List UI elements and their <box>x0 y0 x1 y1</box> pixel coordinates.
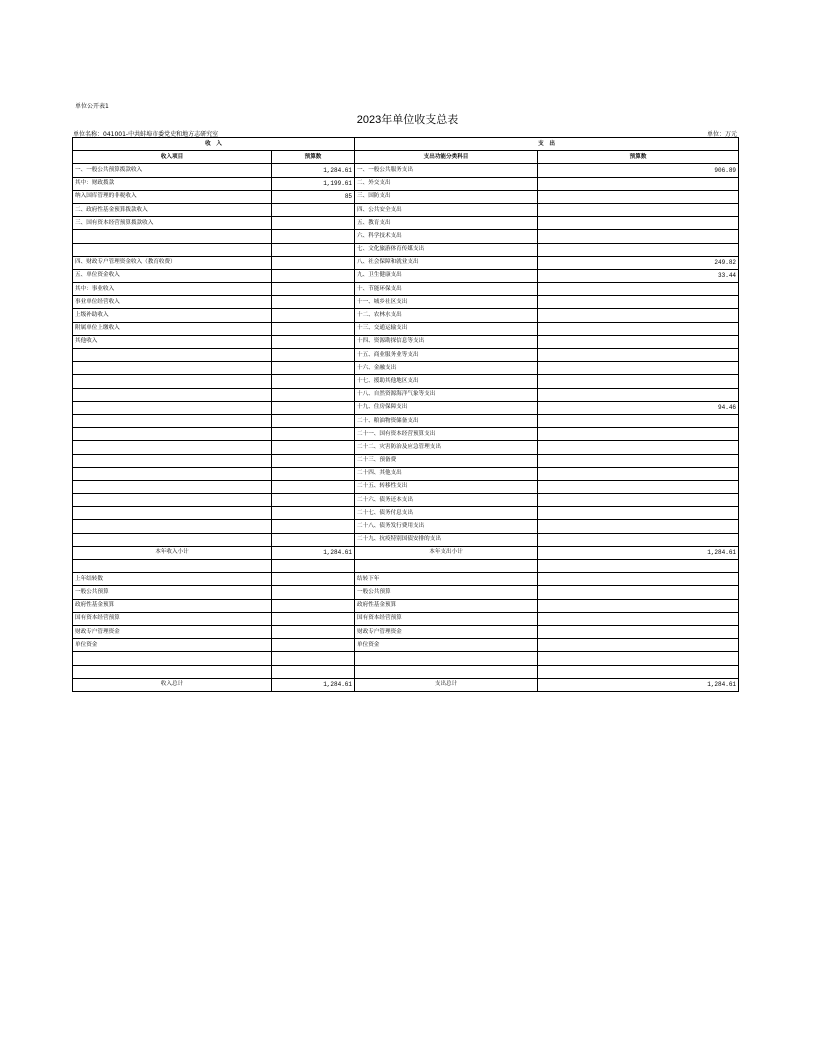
table-row <box>73 533 739 546</box>
expense-item-cell: 三、国防支出 <box>355 190 538 203</box>
income-amount-cell <box>272 586 355 599</box>
expense-item-cell: 十一、城乡社区支出 <box>355 296 538 309</box>
blank-cell <box>355 560 538 573</box>
income-amount-cell <box>272 533 355 546</box>
blank-cell <box>73 665 272 678</box>
income-item-cell: 其他收入 <box>73 335 272 348</box>
income-item-cell <box>73 480 272 493</box>
income-amount-cell <box>272 309 355 322</box>
table-row <box>73 269 739 282</box>
expense-section-header: 支 出 <box>355 138 739 151</box>
expense-item-cell: 二十七、债务付息支出 <box>355 507 538 520</box>
expense-item-cell: 二十二、灾害防治及应急管理支出 <box>355 441 538 454</box>
income-amount-header: 预算数 <box>272 151 355 164</box>
income-item-cell <box>73 467 272 480</box>
expense-amount-cell <box>538 480 739 493</box>
income-amount-cell <box>272 217 355 230</box>
income-amount-cell <box>272 428 355 441</box>
expense-item-cell: 十六、金融支出 <box>355 362 538 375</box>
income-item-header: 收入项目 <box>73 151 272 164</box>
expense-amount-cell <box>538 494 739 507</box>
expense-amount-cell <box>538 428 739 441</box>
income-item-cell: 五、单位资金收入 <box>73 269 272 282</box>
expense-amount-cell <box>538 203 739 216</box>
table-row <box>73 230 739 243</box>
expense-amount-cell <box>538 309 739 322</box>
expense-item-cell: 一般公共预算 <box>355 586 538 599</box>
carryover-row <box>73 639 739 652</box>
table-row <box>73 388 739 401</box>
income-item-cell: 本年收入小计 <box>73 546 272 559</box>
income-item-cell <box>73 454 272 467</box>
expense-item-cell: 二十六、债务还本支出 <box>355 494 538 507</box>
expense-item-cell: 十四、资源勘探信息等支出 <box>355 335 538 348</box>
expense-item-cell: 一、一般公共服务支出 <box>355 164 538 177</box>
table-row <box>73 428 739 441</box>
expense-amount-cell <box>538 296 739 309</box>
income-item-cell: 四、财政专户管理资金收入（教育收费） <box>73 256 272 269</box>
expense-amount-cell: 1,284.61 <box>538 546 739 559</box>
income-item-cell: 单位资金 <box>73 639 272 652</box>
expense-item-cell: 二十三、预备费 <box>355 454 538 467</box>
expense-amount-cell <box>538 375 739 388</box>
income-item-cell: 其中：事业收入 <box>73 283 272 296</box>
expense-item-cell: 十三、交通运输支出 <box>355 322 538 335</box>
table-row <box>73 309 739 322</box>
table-row <box>73 243 739 256</box>
expense-amount-header: 预算数 <box>538 151 739 164</box>
expense-amount-cell: 249.82 <box>538 256 739 269</box>
table-row <box>73 322 739 335</box>
expense-amount-cell <box>538 217 739 230</box>
table-row <box>73 164 739 177</box>
blank-cell <box>272 665 355 678</box>
expense-item-cell: 国有资本经营预算 <box>355 612 538 625</box>
expense-amount-cell <box>538 599 739 612</box>
expense-amount-cell <box>538 283 739 296</box>
carryover-row <box>73 599 739 612</box>
expense-item-cell: 二十四、其他支出 <box>355 467 538 480</box>
income-item-cell <box>73 230 272 243</box>
expense-amount-cell <box>538 230 739 243</box>
carryover-row <box>73 625 739 638</box>
blank-cell <box>538 665 739 678</box>
income-amount-cell: 1,284.61 <box>272 164 355 177</box>
income-item-cell: 附属单位上缴收入 <box>73 322 272 335</box>
expense-amount-cell <box>538 639 739 652</box>
income-item-cell: 纳入国库管理的非税收入 <box>73 190 272 203</box>
income-amount-cell <box>272 480 355 493</box>
income-item-cell <box>73 375 272 388</box>
section-header-row <box>73 138 739 151</box>
expense-item-cell: 七、文化旅游体育传媒支出 <box>355 243 538 256</box>
expense-item-cell: 二十、粮油物资储备支出 <box>355 414 538 427</box>
income-item-cell <box>73 401 272 414</box>
income-item-cell: 财政专户管理资金 <box>73 625 272 638</box>
table-row <box>73 375 739 388</box>
grand-total-row <box>73 678 739 691</box>
expense-item-cell: 十二、农林水支出 <box>355 309 538 322</box>
expense-amount-cell <box>538 520 739 533</box>
income-item-cell <box>73 494 272 507</box>
expense-item-cell: 四、公共安全支出 <box>355 203 538 216</box>
income-amount-cell <box>272 573 355 586</box>
income-item-cell: 国有资本经营预算 <box>73 612 272 625</box>
income-amount-cell <box>272 322 355 335</box>
table-row <box>73 296 739 309</box>
expense-item-cell: 政府性基金预算 <box>355 599 538 612</box>
blank-cell <box>272 652 355 665</box>
income-item-cell: 三、国有资本经营预算拨款收入 <box>73 217 272 230</box>
blank-cell <box>272 560 355 573</box>
income-amount-cell <box>272 243 355 256</box>
expense-item-cell: 五、教育支出 <box>355 217 538 230</box>
expense-item-cell: 二、外交支出 <box>355 177 538 190</box>
income-item-cell <box>73 388 272 401</box>
income-item-cell: 政府性基金预算 <box>73 599 272 612</box>
income-amount-cell <box>272 414 355 427</box>
blank-cell <box>73 560 272 573</box>
blank-cell <box>73 652 272 665</box>
income-amount-cell <box>272 203 355 216</box>
expense-amount-cell <box>538 190 739 203</box>
income-amount-cell <box>272 441 355 454</box>
currency-unit-label: 单位：万元 <box>706 131 737 138</box>
table-row <box>73 349 739 362</box>
expense-item-cell: 十五、商业服务业等支出 <box>355 349 538 362</box>
income-amount-cell <box>272 375 355 388</box>
income-item-cell <box>73 520 272 533</box>
table-row <box>73 480 739 493</box>
expense-item-header: 支出功能分类科目 <box>355 151 538 164</box>
carryover-row <box>73 586 739 599</box>
income-item-cell: 其中：财政拨款 <box>73 177 272 190</box>
income-amount-cell <box>272 639 355 652</box>
expense-amount-cell: 94.46 <box>538 401 739 414</box>
expense-amount-cell <box>538 467 739 480</box>
income-amount-cell <box>272 256 355 269</box>
income-amount-cell <box>272 269 355 282</box>
expense-item-cell: 十七、援助其他地区支出 <box>355 375 538 388</box>
income-amount-cell <box>272 230 355 243</box>
income-item-cell: 上级补助收入 <box>73 309 272 322</box>
income-amount-cell <box>272 283 355 296</box>
table-row <box>73 507 739 520</box>
expense-item-cell: 单位资金 <box>355 639 538 652</box>
income-amount-cell <box>272 388 355 401</box>
expense-item-cell: 二十九、抗疫特别国债安排的支出 <box>355 533 538 546</box>
expense-amount-cell <box>538 243 739 256</box>
income-amount-cell <box>272 599 355 612</box>
expense-item-cell: 六、科学技术支出 <box>355 230 538 243</box>
blank-row <box>73 665 739 678</box>
table-row <box>73 362 739 375</box>
table-row <box>73 203 739 216</box>
income-item-cell <box>73 428 272 441</box>
expense-item-cell: 财政专户管理资金 <box>355 625 538 638</box>
expense-item-cell: 本年支出小计 <box>355 546 538 559</box>
blank-cell <box>355 652 538 665</box>
subtotal-row <box>73 546 739 559</box>
table-row <box>73 401 739 414</box>
income-amount-cell: 1,199.61 <box>272 177 355 190</box>
expense-amount-cell: 1,284.61 <box>538 678 739 691</box>
income-amount-cell <box>272 507 355 520</box>
expense-amount-cell <box>538 625 739 638</box>
expense-item-cell: 十九、住房保障支出 <box>355 401 538 414</box>
unit-name: 单位名称：041001-中共蚌埠市委党史和地方志研究室 <box>73 131 219 138</box>
table-row <box>73 467 739 480</box>
blank-cell <box>538 652 739 665</box>
expense-item-cell: 九、卫生健康支出 <box>355 269 538 282</box>
income-item-cell: 一、一般公共预算拨款收入 <box>73 164 272 177</box>
carryover-row <box>73 612 739 625</box>
expense-amount-cell <box>538 349 739 362</box>
budget-summary-table <box>72 137 739 692</box>
blank-row <box>73 560 739 573</box>
income-item-cell <box>73 441 272 454</box>
expense-item-cell: 支出总计 <box>355 678 538 691</box>
income-amount-cell <box>272 401 355 414</box>
expense-amount-cell: 33.44 <box>538 269 739 282</box>
income-item-cell: 上年结转数 <box>73 573 272 586</box>
table-row <box>73 190 739 203</box>
income-amount-cell: 1,284.61 <box>272 678 355 691</box>
table-row <box>73 283 739 296</box>
expense-amount-cell <box>538 388 739 401</box>
expense-amount-cell <box>538 533 739 546</box>
income-amount-cell <box>272 612 355 625</box>
page-title: 2023年单位收支总表 <box>356 114 459 126</box>
income-amount-cell <box>272 335 355 348</box>
income-amount-cell <box>272 362 355 375</box>
expense-amount-cell <box>538 362 739 375</box>
expense-amount-cell <box>538 507 739 520</box>
expense-item-cell: 十、节能环保支出 <box>355 283 538 296</box>
blank-row <box>73 652 739 665</box>
income-amount-cell: 1,284.61 <box>272 546 355 559</box>
table-row <box>73 414 739 427</box>
income-section-header: 收 入 <box>73 138 355 151</box>
expense-item-cell: 结转下年 <box>355 573 538 586</box>
income-item-cell: 收入总计 <box>73 678 272 691</box>
expense-amount-cell <box>538 177 739 190</box>
column-header-row <box>73 151 739 164</box>
blank-cell <box>538 560 739 573</box>
table-row <box>73 494 739 507</box>
form-code: 单位公开表1 <box>75 103 109 110</box>
expense-item-cell: 二十五、转移性支出 <box>355 480 538 493</box>
carryover-row <box>73 573 739 586</box>
income-item-cell <box>73 362 272 375</box>
table-row <box>73 335 739 348</box>
expense-item-cell: 二十一、国有资本经营预算支出 <box>355 428 538 441</box>
income-item-cell: 事业单位经营收入 <box>73 296 272 309</box>
income-item-cell <box>73 414 272 427</box>
income-amount-cell <box>272 494 355 507</box>
income-item-cell: 二、政府性基金预算拨款收入 <box>73 203 272 216</box>
table-row <box>73 441 739 454</box>
expense-item-cell: 二十八、债务发行费用支出 <box>355 520 538 533</box>
expense-amount-cell <box>538 612 739 625</box>
income-amount-cell <box>272 454 355 467</box>
table-row <box>73 454 739 467</box>
table-row <box>73 256 739 269</box>
income-amount-cell <box>272 467 355 480</box>
income-amount-cell: 85 <box>272 190 355 203</box>
expense-amount-cell <box>538 454 739 467</box>
expense-amount-cell <box>538 322 739 335</box>
income-item-cell <box>73 349 272 362</box>
blank-cell <box>355 665 538 678</box>
income-item-cell: 一般公共预算 <box>73 586 272 599</box>
income-amount-cell <box>272 625 355 638</box>
income-amount-cell <box>272 349 355 362</box>
income-item-cell <box>73 507 272 520</box>
expense-item-cell: 八、社会保障和就业支出 <box>355 256 538 269</box>
income-amount-cell <box>272 520 355 533</box>
expense-item-cell: 十八、自然资源海洋气象等支出 <box>355 388 538 401</box>
table-row <box>73 177 739 190</box>
expense-amount-cell <box>538 414 739 427</box>
expense-amount-cell <box>538 441 739 454</box>
table-row <box>73 520 739 533</box>
expense-amount-cell: 906.89 <box>538 164 739 177</box>
table-row <box>73 217 739 230</box>
income-item-cell <box>73 533 272 546</box>
expense-amount-cell <box>538 586 739 599</box>
expense-amount-cell <box>538 573 739 586</box>
income-amount-cell <box>272 296 355 309</box>
income-item-cell <box>73 243 272 256</box>
expense-amount-cell <box>538 335 739 348</box>
